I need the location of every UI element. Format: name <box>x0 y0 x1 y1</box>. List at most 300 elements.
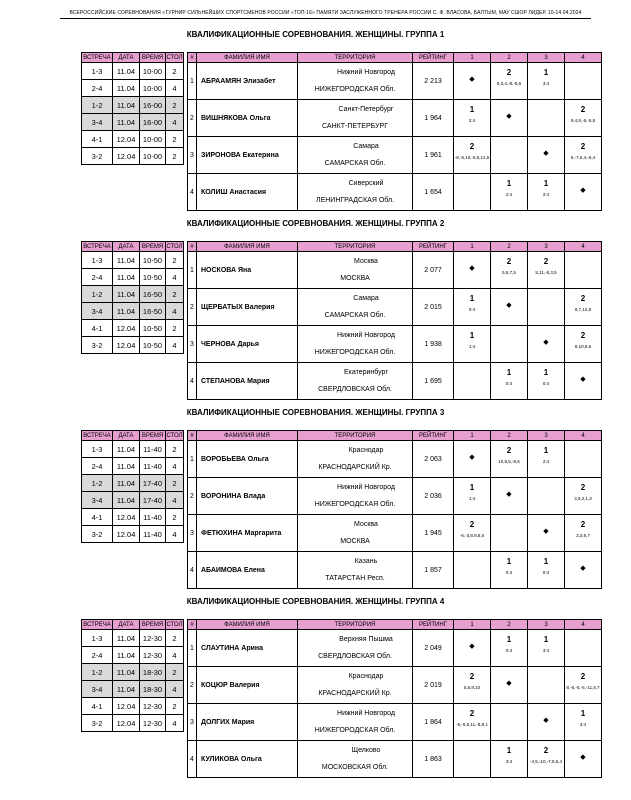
player-number: 2 <box>188 667 197 704</box>
result-cell <box>454 515 491 552</box>
player-territory <box>298 478 413 515</box>
player-rating: 1 857 <box>413 552 454 589</box>
result-score: 2 <box>580 483 586 492</box>
diamond-icon: ◆ <box>580 754 586 761</box>
player-region: МОСКОВСКАЯ Обл. <box>321 764 389 771</box>
schedule-row <box>82 269 184 286</box>
result-detail: 2:4 <box>542 459 550 464</box>
result-cell <box>528 137 565 174</box>
schedule-header-row <box>82 431 184 441</box>
result-detail: 6,-7,6,4,-6,4 <box>570 155 596 160</box>
player-territory <box>298 289 413 326</box>
result-score: 1 <box>506 746 512 755</box>
player-row <box>188 741 602 778</box>
result-cell <box>454 704 491 741</box>
group-header-cell: ФАМИЛИЯ ИМЯ <box>197 53 298 63</box>
result-cell <box>491 174 528 211</box>
result-detail: 5,5,7,5 <box>502 270 516 275</box>
player-region: КРАСНОДАРСКИЙ Кр. <box>318 464 392 471</box>
schedule-cell: 11.04 <box>113 63 140 80</box>
diamond-icon: ◆ <box>506 491 512 498</box>
player-row <box>188 478 602 515</box>
result-cell <box>565 252 602 289</box>
schedule-cell: 1-2 <box>82 664 113 681</box>
player-region: МОСКВА <box>340 275 370 282</box>
player-row <box>188 100 602 137</box>
diamond-icon: ◆ <box>506 302 512 309</box>
result-detail: 3:4 <box>542 81 550 86</box>
schedule-cell: 11-40 <box>140 509 166 526</box>
schedule-cell: 1-3 <box>82 63 113 80</box>
schedule-cell: 4 <box>166 492 184 509</box>
diamond-icon: ◆ <box>543 717 549 724</box>
group-header-cell: 2 <box>491 431 528 441</box>
schedule-cell: 11.04 <box>113 475 140 492</box>
result-cell <box>565 478 602 515</box>
result-detail: 1:4 <box>468 344 476 349</box>
result-cell <box>528 630 565 667</box>
schedule-cell: 16-00 <box>140 97 166 114</box>
schedule-cell: 12-30 <box>140 715 166 732</box>
player-rating: 2 049 <box>413 630 454 667</box>
result-detail: 2:4 <box>505 192 513 197</box>
player-name: АБРААМЯН Элизабет <box>197 63 298 100</box>
result-cell <box>454 552 491 589</box>
schedule-cell: 2 <box>166 698 184 715</box>
result-detail: 0:4 <box>505 648 513 653</box>
schedule-cell: 12.04 <box>113 320 140 337</box>
player-row <box>188 441 602 478</box>
result-cell <box>565 363 602 400</box>
group-header-cell: # <box>188 53 197 63</box>
schedule-cell: 2 <box>166 131 184 148</box>
schedule-row <box>82 681 184 698</box>
schedule-cell: 2 <box>166 148 184 165</box>
result-cell <box>454 741 491 778</box>
schedule-cell: 2 <box>166 63 184 80</box>
result-score: 1 <box>543 635 549 644</box>
result-detail: 8,-5,-5,-6,-11,5,7 <box>566 685 600 690</box>
result-cell <box>454 252 491 289</box>
schedule-row <box>82 647 184 664</box>
schedule-cell: 2 <box>166 252 184 269</box>
result-cell <box>454 63 491 100</box>
player-city: Москва <box>354 521 378 528</box>
result-score: 1 <box>580 709 586 718</box>
result-score: 2 <box>506 446 512 455</box>
player-number: 4 <box>188 363 197 400</box>
schedule-cell: 4-1 <box>82 131 113 148</box>
schedule-header-cell: ДАТА <box>113 53 140 63</box>
result-score: 2 <box>580 294 586 303</box>
player-region: НИЖЕГОРОДСКАЯ Обл. <box>314 349 396 356</box>
schedule-cell: 4 <box>166 114 184 131</box>
schedule-cell: 11.04 <box>113 97 140 114</box>
player-rating: 1 964 <box>413 100 454 137</box>
schedule-cell: 4 <box>166 337 184 354</box>
player-territory <box>298 552 413 589</box>
result-cell <box>491 478 528 515</box>
schedule-cell: 11.04 <box>113 492 140 509</box>
player-territory <box>298 515 413 552</box>
schedule-cell: 12.04 <box>113 337 140 354</box>
player-number: 2 <box>188 289 197 326</box>
player-row <box>188 63 602 100</box>
group-header-cell: РЕЙТИНГ <box>413 431 454 441</box>
player-territory <box>298 174 413 211</box>
player-row <box>188 552 602 589</box>
schedule-cell: 18-30 <box>140 681 166 698</box>
result-cell <box>528 478 565 515</box>
schedule-cell: 3-2 <box>82 337 113 354</box>
schedule-cell: 11.04 <box>113 630 140 647</box>
result-detail: 0:4 <box>505 570 513 575</box>
schedule-cell: 4 <box>166 458 184 475</box>
result-cell <box>528 252 565 289</box>
schedule-cell: 2-4 <box>82 80 113 97</box>
player-name: АБАИМОВА Елена <box>197 552 298 589</box>
group-header-cell: 1 <box>454 620 491 630</box>
player-rating: 2 036 <box>413 478 454 515</box>
player-rating: 2 019 <box>413 667 454 704</box>
player-city: Сиверский <box>348 180 384 187</box>
player-city: Нижний Новгород <box>337 484 395 491</box>
schedule-cell: 12.04 <box>113 509 140 526</box>
schedule-cell: 2 <box>166 97 184 114</box>
result-score: 2 <box>580 672 586 681</box>
player-city: Нижний Новгород <box>337 332 395 339</box>
result-cell <box>528 326 565 363</box>
schedule-cell: 12.04 <box>113 698 140 715</box>
player-region: НИЖЕГОРОДСКАЯ Обл. <box>314 727 396 734</box>
diamond-icon: ◆ <box>469 265 475 272</box>
player-region: ТАТАРСТАН Респ. <box>325 575 385 582</box>
schedule-row <box>82 131 184 148</box>
player-name: НОСКОВА Яна <box>197 252 298 289</box>
schedule-cell: 4 <box>166 303 184 320</box>
result-cell <box>491 552 528 589</box>
schedule-header-cell: ДАТА <box>113 431 140 441</box>
schedule-header-cell: СТОЛ <box>166 54 183 61</box>
group-header-cell: 3 <box>528 431 565 441</box>
schedule-cell: 11.04 <box>113 114 140 131</box>
schedule-cell: 11.04 <box>113 664 140 681</box>
group-header-cell: 1 <box>454 242 491 252</box>
diamond-icon: ◆ <box>469 454 475 461</box>
schedule-cell: 2 <box>166 664 184 681</box>
player-name: СЛАУТИНА Арина <box>197 630 298 667</box>
result-score: 2 <box>469 709 475 718</box>
player-number: 3 <box>188 326 197 363</box>
schedule-row <box>82 63 184 80</box>
schedule-cell: 1-2 <box>82 286 113 303</box>
schedule-cell: 11.04 <box>113 269 140 286</box>
group-header-cell: # <box>188 431 197 441</box>
diamond-icon: ◆ <box>506 680 512 687</box>
schedule-cell: 3-4 <box>82 681 113 698</box>
player-city: Екатеринбург <box>343 369 389 376</box>
schedule-cell: 16-50 <box>140 286 166 303</box>
result-detail: 10,8,5,-8,6 <box>498 459 520 464</box>
result-cell <box>454 137 491 174</box>
player-row <box>188 363 602 400</box>
player-name: ФЕТЮХИНА Маргарита <box>197 515 298 552</box>
result-cell <box>528 552 565 589</box>
player-territory <box>298 441 413 478</box>
schedule-cell: 1-3 <box>82 441 113 458</box>
result-score: 2 <box>469 520 475 529</box>
result-cell <box>565 667 602 704</box>
schedule-header-cell: ВСТРЕЧА <box>83 432 111 439</box>
player-number: 3 <box>188 515 197 552</box>
player-number: 3 <box>188 137 197 174</box>
result-score: 1 <box>469 331 475 340</box>
diamond-icon: ◆ <box>469 643 475 650</box>
player-number: 3 <box>188 704 197 741</box>
schedule-cell: 11.04 <box>113 647 140 664</box>
schedule-cell: 4 <box>166 269 184 286</box>
player-row <box>188 289 602 326</box>
group-header-cell: 1 <box>454 431 491 441</box>
schedule-cell: 12.04 <box>113 148 140 165</box>
schedule-cell: 16-00 <box>140 114 166 131</box>
schedule-row <box>82 441 184 458</box>
diamond-icon: ◆ <box>580 376 586 383</box>
player-region: МОСКВА <box>340 538 370 545</box>
schedule-cell: 11-40 <box>140 526 166 543</box>
schedule-row <box>82 526 184 543</box>
player-territory <box>298 252 413 289</box>
result-cell <box>491 515 528 552</box>
result-detail: 3,3,6,7 <box>576 533 590 538</box>
result-cell <box>491 252 528 289</box>
result-cell <box>528 515 565 552</box>
result-score: 1 <box>543 368 549 377</box>
result-detail: 1:4 <box>468 496 476 501</box>
result-score: 2 <box>580 105 586 114</box>
schedule-row <box>82 715 184 732</box>
player-number: 2 <box>188 478 197 515</box>
schedule-row <box>82 286 184 303</box>
player-city: Нижний Новгород <box>337 710 395 717</box>
player-region: СВЕРДЛОВСКАЯ Обл. <box>318 386 392 393</box>
schedule-cell: 4-1 <box>82 320 113 337</box>
group-title: КВАЛИФИКАЦИОННЫЕ СОРЕВНОВАНИЯ. ЖЕНЩИНЫ. ГРУППА 1 <box>186 30 445 39</box>
result-score: 2 <box>469 672 475 681</box>
group-header-cell: 3 <box>528 242 565 252</box>
schedule-cell: 10-00 <box>140 131 166 148</box>
group-table <box>187 619 602 778</box>
schedule-row <box>82 97 184 114</box>
result-score: 1 <box>543 557 549 566</box>
result-score: 1 <box>506 557 512 566</box>
result-score: 1 <box>543 179 549 188</box>
result-cell <box>565 137 602 174</box>
group-table <box>187 52 602 211</box>
schedule-cell: 12-30 <box>140 647 166 664</box>
player-number: 4 <box>188 552 197 589</box>
result-detail: 9,7,12,8 <box>574 307 592 312</box>
schedule-cell: 2-4 <box>82 647 113 664</box>
diamond-icon: ◆ <box>506 113 512 120</box>
player-name: ВОРОБЬЕВА Ольга <box>197 441 298 478</box>
group-header-cell: 3 <box>528 620 565 630</box>
player-rating: 1 945 <box>413 515 454 552</box>
group-header-cell: ТЕРРИТОРИЯ <box>298 53 413 63</box>
player-rating: 1 938 <box>413 326 454 363</box>
player-row <box>188 630 602 667</box>
player-number: 1 <box>188 252 197 289</box>
result-score: 1 <box>506 635 512 644</box>
schedule-row <box>82 80 184 97</box>
schedule-cell: 1-3 <box>82 252 113 269</box>
player-territory <box>298 326 413 363</box>
schedule-table <box>81 619 184 732</box>
result-detail: 5,6,8,10 <box>463 685 481 690</box>
result-cell <box>454 100 491 137</box>
schedule-cell: 10-50 <box>140 337 166 354</box>
player-row <box>188 174 602 211</box>
result-cell <box>491 289 528 326</box>
result-detail: 8,10,8,6 <box>574 344 592 349</box>
group-header-row <box>188 242 602 252</box>
schedule-cell: 4 <box>166 647 184 664</box>
player-region: НИЖЕГОРОДСКАЯ Обл. <box>314 501 396 508</box>
player-row <box>188 515 602 552</box>
schedule-header-cell: ДАТА <box>113 242 140 252</box>
schedule-cell: 11.04 <box>113 286 140 303</box>
group-header-cell: 3 <box>528 53 565 63</box>
schedule-table <box>81 241 184 354</box>
result-detail: 3:4 <box>542 648 550 653</box>
player-region: СВЕРДЛОВСКАЯ Обл. <box>318 653 392 660</box>
result-score: 1 <box>506 179 512 188</box>
group-header-cell: # <box>188 242 197 252</box>
schedule-cell: 1-3 <box>82 630 113 647</box>
player-rating: 2 063 <box>413 441 454 478</box>
group-header-row <box>188 53 602 63</box>
schedule-cell: 2 <box>166 509 184 526</box>
schedule-cell: 10-00 <box>140 148 166 165</box>
result-cell <box>491 137 528 174</box>
schedule-cell: 12.04 <box>113 715 140 732</box>
player-number: 1 <box>188 441 197 478</box>
player-city: Самара <box>353 295 379 302</box>
player-city: Нижний Новгород <box>337 69 395 76</box>
result-cell <box>491 100 528 137</box>
result-cell <box>491 63 528 100</box>
schedule-header-cell: СТОЛ <box>166 432 183 439</box>
group-header-cell: ФАМИЛИЯ ИМЯ <box>197 620 298 630</box>
group-header-cell: 1 <box>454 53 491 63</box>
schedule-row <box>82 148 184 165</box>
result-detail: -4,5,-10,-7,8,5,4 <box>529 759 563 764</box>
player-rating: 2 077 <box>413 252 454 289</box>
schedule-header-cell: ВРЕМЯ <box>140 53 166 63</box>
player-territory <box>298 63 413 100</box>
player-territory <box>298 100 413 137</box>
player-row <box>188 704 602 741</box>
result-score: 2 <box>469 142 475 151</box>
result-score: 2 <box>506 257 512 266</box>
schedule-cell: 11.04 <box>113 681 140 698</box>
group-header-cell: РЕЙТИНГ <box>413 242 454 252</box>
schedule-header-cell: СТОЛ <box>166 621 183 628</box>
player-row <box>188 667 602 704</box>
result-cell <box>454 478 491 515</box>
group-header-cell: # <box>188 620 197 630</box>
schedule-cell: 2 <box>166 320 184 337</box>
player-number: 4 <box>188 741 197 778</box>
result-score: 2 <box>580 331 586 340</box>
player-rating: 2 015 <box>413 289 454 326</box>
result-cell <box>565 100 602 137</box>
diamond-icon: ◆ <box>580 187 586 194</box>
result-cell <box>528 289 565 326</box>
schedule-cell: 11.04 <box>113 458 140 475</box>
result-detail: 0:4 <box>542 381 550 386</box>
player-rating: 1 695 <box>413 363 454 400</box>
player-number: 4 <box>188 174 197 211</box>
schedule-cell: 12-30 <box>140 630 166 647</box>
player-territory <box>298 630 413 667</box>
result-cell <box>454 441 491 478</box>
result-score: 2 <box>543 746 549 755</box>
diamond-icon: ◆ <box>543 528 549 535</box>
result-score: 2 <box>506 68 512 77</box>
result-detail: 2:4 <box>468 118 476 123</box>
result-cell <box>565 704 602 741</box>
player-territory <box>298 704 413 741</box>
player-region: ЛЕНИНГРАДСКАЯ Обл. <box>315 197 394 204</box>
schedule-cell: 1-2 <box>82 97 113 114</box>
result-detail: -8,-6,10,-6,5,12,5 <box>454 155 490 160</box>
player-territory <box>298 741 413 778</box>
group-header-cell: РЕЙТИНГ <box>413 620 454 630</box>
result-detail: 0:4 <box>468 307 476 312</box>
group-header-cell: 2 <box>491 620 528 630</box>
player-name: КОЦЮР Валерия <box>197 667 298 704</box>
player-region: НИЖЕГОРОДСКАЯ Обл. <box>314 86 396 93</box>
diamond-icon: ◆ <box>580 565 586 572</box>
player-rating: 1 961 <box>413 137 454 174</box>
schedule-cell: 12.04 <box>113 131 140 148</box>
player-rating: 2 213 <box>413 63 454 100</box>
schedule-cell: 16-50 <box>140 303 166 320</box>
group-header-cell: ТЕРРИТОРИЯ <box>298 620 413 630</box>
result-detail: -6,-3,8,9,8,5 <box>459 533 485 538</box>
result-detail: 9,4,8,-6,-5,5 <box>570 118 596 123</box>
schedule-table <box>81 430 184 543</box>
result-score: 2 <box>580 142 586 151</box>
player-row <box>188 137 602 174</box>
result-cell <box>454 667 491 704</box>
schedule-cell: 3-2 <box>82 715 113 732</box>
player-city: Казань <box>354 558 378 565</box>
schedule-table <box>81 52 184 165</box>
result-cell <box>528 63 565 100</box>
schedule-cell: 3-4 <box>82 114 113 131</box>
player-city: Москва <box>354 258 378 265</box>
player-name: ВОРОНИНА Влада <box>197 478 298 515</box>
result-cell <box>454 326 491 363</box>
player-name: ДОЛГИХ Мария <box>197 704 298 741</box>
schedule-row <box>82 492 184 509</box>
player-row <box>188 252 602 289</box>
player-territory <box>298 363 413 400</box>
result-cell <box>528 363 565 400</box>
schedule-cell: 11-40 <box>140 441 166 458</box>
